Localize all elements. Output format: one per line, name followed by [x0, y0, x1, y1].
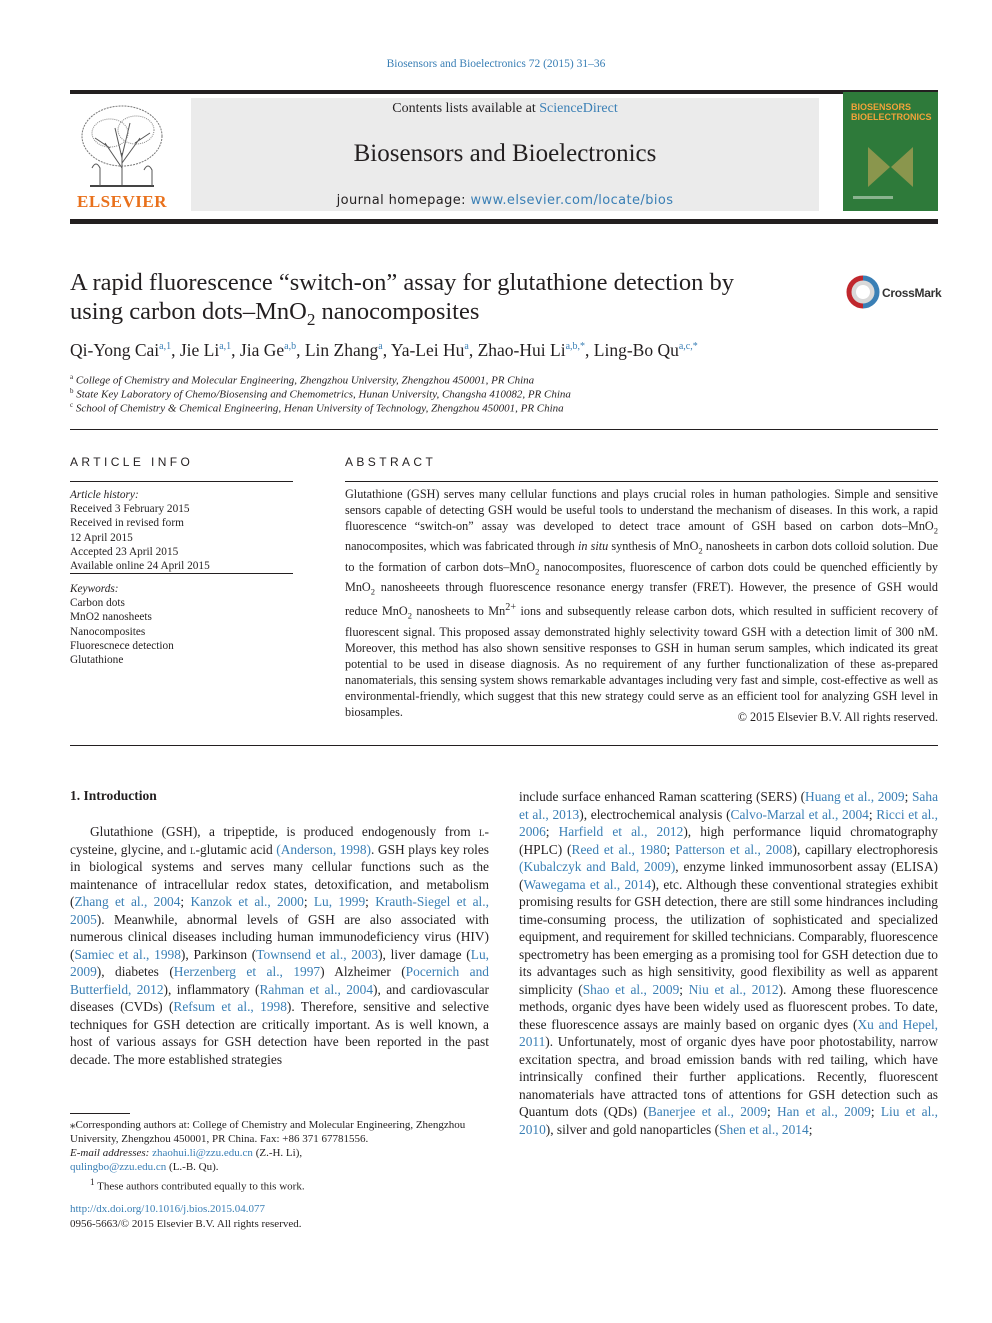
author[interactable]: Jia Ge$^{a,b}$: [239, 340, 297, 360]
contents-line: Contents lists available at ScienceDirect: [392, 101, 618, 116]
affiliation: $^c$ School of Chemistry & Chemical Engineering, Henan University of Technology, Zhengzhou 450001, PR China: [70, 401, 564, 415]
author[interactable]: Zhao-Hui $Li^{a,b,*}$: [477, 340, 586, 360]
author[interactable]: Lin Zhang$^a$: [304, 340, 383, 360]
cover-graphic: [843, 92, 938, 211]
author[interactable]: Ling-Bo $Qu^{a,c,*}$: [593, 340, 698, 360]
author[interactable]: Qi-Yong Cai$^{a,1}$: [70, 340, 172, 360]
email-note: E-mail addresses: zhaohui.li@zzu.edu.cn (Z.-H. Li),: [70, 1147, 303, 1159]
cover-title: BIOSENSORS BIOELECTRONICS: [851, 102, 932, 122]
affiliation: $^a$ College of Chemistry and Molecular Engineering, Zhengzhou University, Zhengzhou 450001, PR China: [70, 373, 535, 387]
author[interactable]: Jie Li$^{a,1}$: [179, 340, 232, 360]
header-top-rule: [70, 90, 938, 94]
issn-line: 0956-5663/© 2015 Elsevier B.V. All rights reserved.: [70, 1218, 302, 1230]
corresponding-author-note: ⁎Corresponding authors at: College of Chemistry and Molecular Engineering, Zhengzhou University, Zhengzhou 450001, PR China. Fax: +86 371 67781556.: [70, 1119, 466, 1145]
journal-name: Biosensors and Bioelectronics: [353, 140, 657, 167]
article-info-rule: [70, 481, 293, 482]
journal-reference[interactable]: Biosensors and Bioelectronics 72 (2015) 31–36: [386, 58, 606, 70]
crossmark-label[interactable]: CrossMark: [882, 286, 942, 300]
section-divider: [70, 429, 938, 430]
abstract-copyright: © 2015 Elsevier B.V. All rights reserved.: [737, 710, 938, 724]
abstract-heading: ABSTRACT: [345, 455, 437, 469]
author-list: Qi-Yong Cai$^{a,1}$, Jie Li$^{a,1}$, Jia Ge$^{a,b}$, Lin Zhang$^a$, Ya-Lei Hu$^a$, Zhao-Hui $Li^{a,b,*}$, Ling-Bo $Qu^{a,c,*}$: [70, 340, 698, 360]
equal-contribution-note: $^1$ These authors contributed equally to this work.: [90, 1177, 305, 1193]
introduction-heading: 1. Introduction: [70, 788, 157, 803]
sciencedirect-link[interactable]: ScienceDirect: [539, 101, 618, 116]
email-link[interactable]: zhaohui.li@zzu.edu.cn: [152, 1147, 253, 1159]
header-bottom-rule: [70, 219, 938, 224]
homepage-link[interactable]: www.elsevier.com/locate/bios: [470, 193, 674, 208]
email-note: qulingbo@zzu.edu.cn (L.-B. Qu).: [70, 1161, 219, 1173]
article-info-heading: ARTICLE INFO: [70, 455, 194, 469]
journal-homepage: journal homepage: www.elsevier.com/locate/bios: [336, 193, 674, 208]
article-history: Article history: Received 3 February 2015 Received in revised form 12 April 2015 Accepted 23 April 2015 Available online 24 April 2015: [70, 489, 210, 573]
email-link[interactable]: qulingbo@zzu.edu.cn: [70, 1161, 167, 1173]
journal-cover-thumbnail[interactable]: [843, 92, 938, 211]
author[interactable]: Ya-Lei Hu$^a$: [390, 340, 469, 360]
keywords-rule: [70, 573, 293, 574]
body-column-left: Glutathione (GSH), a tripeptide, is produced endogenously from l-cysteine, glycine, and l-glutamic acid (Anderson, 1998). GSH plays key roles in biological systems and serves many cellular functions such as the maintenance of intracellular redox states, detoxification, and metabolism (Zhang et al., 2004; Kanzok et al., 2000; Lu, 1999; Krauth-Siegel et al., 2005). Meanwhile, abnormal levels of GSH are also associated with numerous clinical diseases including human immunodeficiency virus (HIV) (Samiec et al., 1998), Parkinson (Townsend et al., 2003), liver damage (Lu, 2009), diabetes (Herzenberg et al., 1997) Alzheimer (Pocernich and Butterfield, 2012), inflammatory (Rahman et al., 2004), and cardiovascular diseases (CVDs) (Refsum et al., 1998). Therefore, sensitive and selective techniques for GSH detection are critically important. As is well known, a host of various assays for GSH detection have been reported in the past decade. The more established strategies: [70, 824, 490, 1067]
keywords: Keywords: Carbon dots MnO2 nanosheets Nanocomposites Fluorescnece detection Glutathione: [70, 583, 174, 667]
abstract-rule: [345, 481, 938, 482]
doi-link[interactable]: http://dx.doi.org/10.1016/j.bios.2015.04.077: [70, 1203, 266, 1215]
article-title: A rapid fluorescence “switch-on” assay for glutathione detection by using carbon dots–MnO$_2$ nanocomposites: [70, 269, 734, 329]
body-column-right: include surface enhanced Raman scattering (SERS) (Huang et al., 2009; Saha et al., 2013), electrochemical analysis (Calvo-Marzal et al., 2004; Ricci et al., 2006; Harfield et al., 2012), high performance liquid chromatography (HPLC) (Reed et al., 1980; Patterson et al., 2008), capillary electrophoresis (Kubalczyk and Bald, 2009), enzyme linked immunosorbent assay (ELISA) (Wawegama et al., 2014), etc. Although these conventional strategies exhibit promising results for GSH detection, there are still some hindrances including time-consuming process, the utilization of sophisticated and specialized equipment, and requirement for skilled technicians. Comparably, fluorescence spectrometry has been emerging as a promising tool for GSH detection due to its advantages such as high sensitivity, good flexibility as well as apparent simplicity (Shao et al., 2009; Niu et al., 2012). Among these fluorescence methods, organic dyes have been widely used as fluorescent probes. To date, these fluorescence assays are mainly based on organic dyes (Xu and Hepel, 2011). Unfortunately, most of organic dyes have poor photostability, narrow excitation spectra, and broad emission bands with red tailing, which have intrinsically confined their further applications. Recently, fluorescent nanomaterials have attracted tons of attentions for GSH detection such as Quantum dots (QDs) (Banerjee et al., 2009; Han et al., 2009; Liu et al., 2010), silver and gold nanoparticles (Shen et al., 2014;: [519, 789, 939, 1137]
affiliation: $^b$ State Key Laboratory of Chemo/Biosensing and Chemometrics, Hunan University, Changsha 410082, PR China: [70, 387, 571, 401]
footnote-rule: [70, 1113, 130, 1114]
section-divider: [70, 745, 938, 746]
elsevier-wordmark: ELSEVIER: [77, 192, 167, 211]
abstract-body: Glutathione (GSH) serves many cellular functions and plays crucial roles in human pathologies. Simple and sensitive sensors capable of detecting GSH would be useful tools to understand the mechanism of diseases. In this work, a rapid fluorescence “switch-on” assay was developed to detect trace amount of GSH based on carbon dots–MnO$_2$ nanocomposites, which was fabricated through in situ synthesis of MnO$_2$ nanosheets in carbon dots colloid solution. Due to the formation of carbon dots–MnO$_2$ nanocomposites, fluorescence of carbon dots could be quenched efficiently by MnO$_2$ nanosheeets through fluorescence resonance energy transfer (FRET). However, the presence of GSH would reduce MnO$_2$ nanosheets to $Mn^{2+}$ ions and subsequently release carbon dots, which resulted in sufficient recovery of fluorescent signal. This proposed assay demonstrated highly selectivity toward GSH with a detection limit of 300 nM. Moreover, this method has also shown sensitive responses to GSH in human serum samples, which indicated its great potential to be used in disease diagnosis. As no requirement of any further functionalization of these as-prepared nanomaterials, this sensing system shows remarkable advantages including very fast and simple, cost-effective as well as environmental-friendly, which suggest that this new strategy could serve as an efficient tool for analyzing GSH level in biosamples.: [345, 487, 939, 719]
